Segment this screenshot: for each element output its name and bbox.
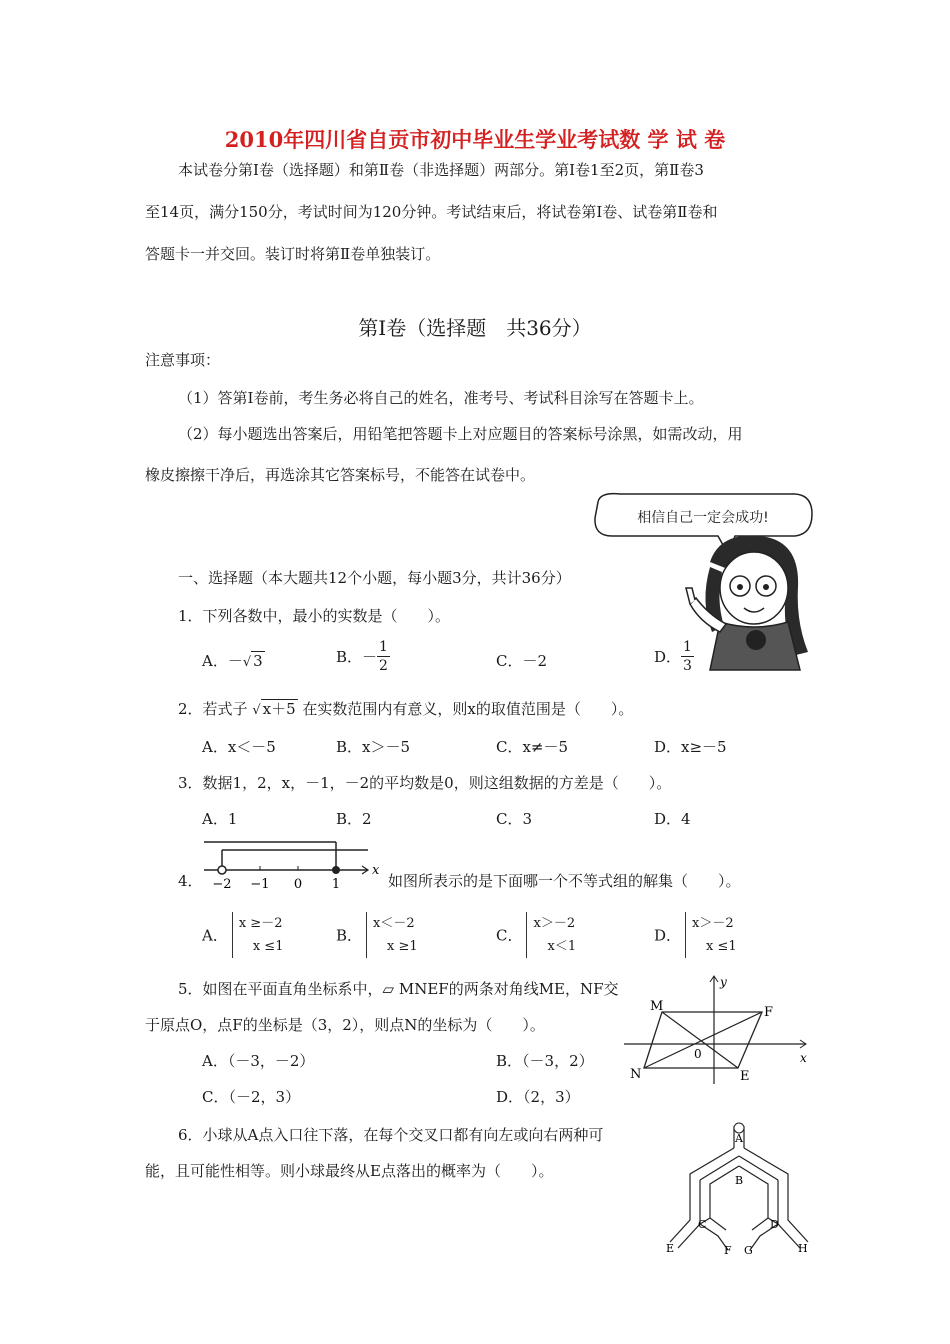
label-C: C: [698, 1218, 707, 1231]
q4-stem: 如图所表示的是下面哪一个不等式组的解集（ ）。: [388, 872, 741, 890]
closed-point-1: [332, 866, 340, 874]
q4-option-a[interactable]: A． x ≥－2 x ≤1: [202, 912, 283, 958]
q4-option-b[interactable]: B． x＜－2 x ≥1: [336, 912, 418, 958]
q1-option-c[interactable]: C．－2: [496, 652, 548, 670]
page-title: 2010年四川省自贡市初中毕业生学业考试数 学 试 卷: [224, 127, 726, 152]
q6-ball-path-figure: [664, 1120, 814, 1258]
label-E: E: [666, 1242, 675, 1255]
axis-tick-0: 0: [293, 877, 303, 892]
axis-tick-neg1: −1: [250, 877, 270, 892]
section-title: 第Ⅰ卷（选择题 共36分）: [358, 316, 592, 340]
label-F: F: [724, 1244, 732, 1257]
notice-item-2-cont: 橡皮擦擦干净后，再选涂其它答案标号，不能答在试卷中。: [145, 466, 536, 484]
q4-option-c[interactable]: C． x＞－2 x＜1: [496, 912, 576, 958]
q5-option-d[interactable]: D．（2，3）: [496, 1088, 580, 1106]
notice-item-2: （2）每小题选出答案后，用铅笔把答题卡上对应题目的答案标号涂黑，如需改动，用: [178, 425, 743, 443]
part1-heading: 一、选择题（本大题共12个小题，每小题3分，共计36分）: [178, 569, 571, 587]
q2-option-b[interactable]: B．x＞－5: [336, 738, 411, 756]
axis-tick-neg2: −2: [212, 877, 232, 892]
q4-number-line-figure: [200, 838, 380, 894]
q5-stem-line-1: 5．如图在平面直角坐标系中，▱ MNEF的两条对角线ME，NF交: [178, 980, 619, 998]
label-O: 0: [694, 1047, 702, 1061]
notice-item-1: （1）答第Ⅰ卷前，考生务必将自己的姓名，准考号、考试科目涂写在答题卡上。: [178, 389, 704, 407]
q6-stem-line-2: 能，且可能性相等。则小球最终从E点落出的概率为（ ）。: [145, 1162, 554, 1180]
q2-option-a[interactable]: A．x＜－5: [202, 738, 276, 756]
label-N: N: [630, 1067, 642, 1082]
label-H: H: [798, 1242, 808, 1255]
q2-option-c[interactable]: C．x≠－5: [496, 738, 569, 756]
q4-number: 4．: [178, 872, 203, 890]
q1-option-b[interactable]: B．－ $\frac{1}{2}$: [336, 639, 388, 674]
q4-option-d[interactable]: D． x＞－2 x ≤1: [654, 912, 737, 958]
q3-option-c[interactable]: C．3: [496, 810, 533, 828]
speech-bubble-text: 相信自己一定会成功!: [637, 510, 769, 526]
q5-stem-line-2: 于原点O，点F的坐标是（3，2），则点N的坐标为（ ）。: [145, 1016, 545, 1034]
q5-option-a[interactable]: A．（－3，－2）: [202, 1052, 315, 1070]
q6-stem-line-1: 6．小球从A点入口往下落，在每个交叉口都有向左或向右两种可: [178, 1126, 604, 1144]
q1-stem: 1．下列各数中，最小的实数是（ ）。: [178, 607, 451, 625]
intro-line-3: 答题卡一并交回。装订时将第Ⅱ卷单独装订。: [145, 245, 441, 263]
label-x: x: [800, 1051, 807, 1065]
label-D: D: [770, 1218, 779, 1231]
label-G: G: [744, 1244, 753, 1257]
label-B: B: [735, 1174, 744, 1187]
q5-option-b[interactable]: B．（－3，2）: [496, 1052, 594, 1070]
intro-line-1: 本试卷分第Ⅰ卷（选择题）和第Ⅱ卷（非选择题）两部分。第Ⅰ卷1至2页，第Ⅱ卷3: [178, 161, 704, 179]
notice-label: 注意事项：: [145, 351, 221, 369]
q1-option-d[interactable]: D． $\frac{1}{3}$: [654, 639, 692, 674]
q5-parallelogram-figure: [618, 972, 818, 1088]
q3-option-d[interactable]: D．4: [654, 810, 691, 828]
open-point-neg2: [218, 866, 226, 874]
label-y: y: [720, 975, 727, 989]
q2-option-d[interactable]: D．x≥－5: [654, 738, 727, 756]
q5-option-c[interactable]: C．（－2，3）: [202, 1088, 301, 1106]
q1-option-a[interactable]: A．－√ 3: [202, 652, 263, 670]
label-M: M: [650, 999, 664, 1014]
label-F: F: [764, 1005, 774, 1020]
label-A: A: [735, 1132, 743, 1145]
label-E: E: [740, 1069, 750, 1084]
intro-line-2: 至14页，满分150分，考试时间为120分钟。考试结束后，将试卷第Ⅰ卷、试卷第Ⅱ卷和: [145, 203, 718, 221]
q2-stem: 2．若式子 √ x＋5 在实数范围内有意义，则x的取值范围是（ ）。: [178, 700, 634, 718]
q3-option-b[interactable]: B．2: [336, 810, 372, 828]
q3-stem: 3．数据1，2，x，－1，－2的平均数是0，则这组数据的方差是（ ）。: [178, 774, 672, 792]
axis-var-x: x: [372, 863, 380, 878]
q3-option-a[interactable]: A．1: [202, 810, 238, 828]
axis-tick-1: 1: [331, 877, 341, 892]
